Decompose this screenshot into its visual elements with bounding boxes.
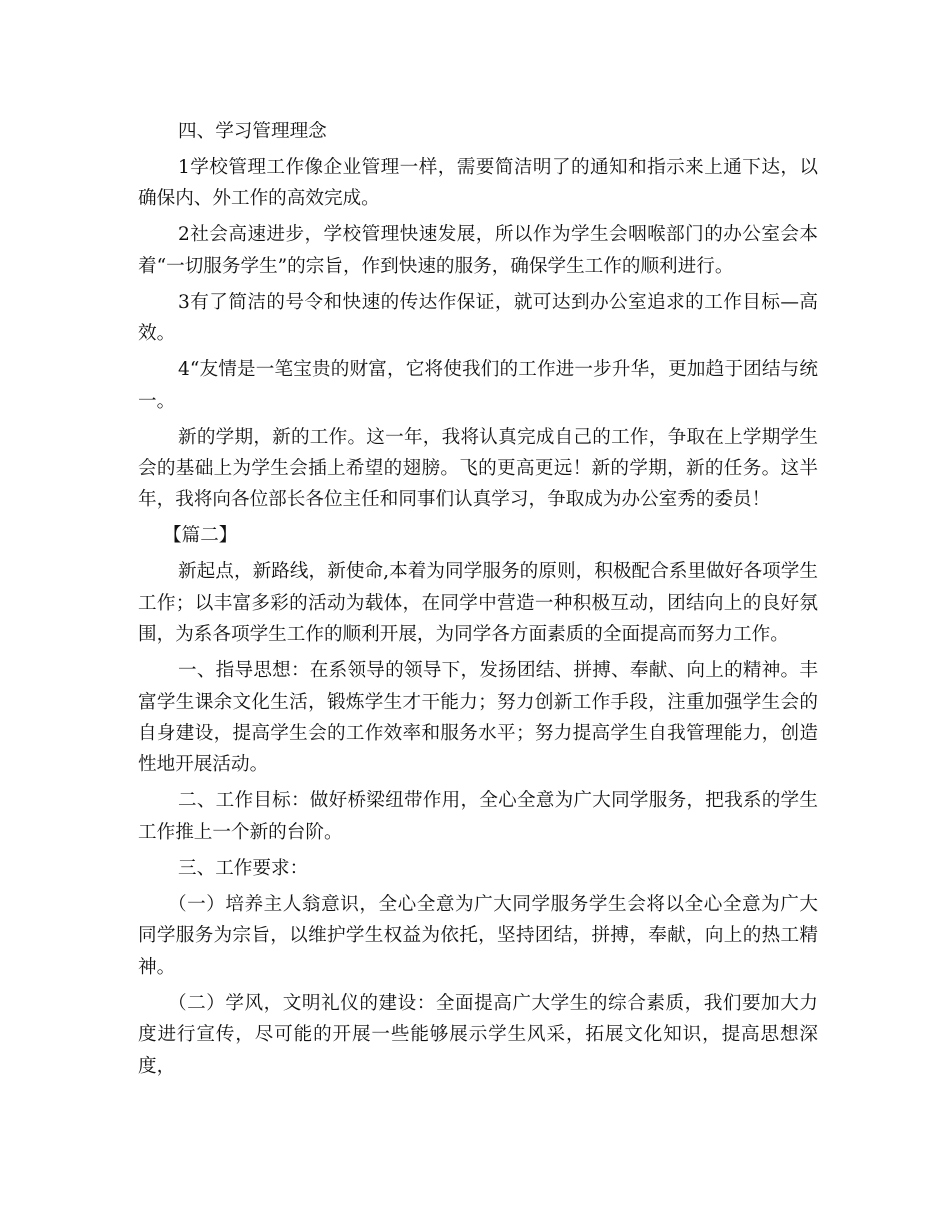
paragraph-new-semester: 新的学期，新的工作。这一年，我将认真完成自己的工作，争取在上学期学生会的基础上为学生会插上希望的翅膀。飞的更高更远！新的学期，新的任务。这半年，我将向各位部长各位主任和同事们认真学习，争取成为办公室秀的委员！ — [138, 426, 818, 511]
paragraph-work-goal: 二、工作目标：做好桥梁纽带作用，全心全意为广大同学服务，把我系的学生工作推上一个新的台阶。 — [138, 790, 818, 843]
paragraph-requirement-1: （一）培养主人翁意识，全心全意为广大同学服务学生会将以全心全意为广大同学服务为宗旨，以维护学生权益为依托，坚持团结，拼搏，奉献，向上的热工精神。 — [138, 893, 818, 978]
paragraph-requirement-2: （二）学风，文明礼仪的建设：全面提高广大学生的综合素质，我们要加大力度进行宣传，尽可能的开展一些能够展示学生风采，拓展文化知识，提高思想深度， — [138, 992, 818, 1077]
paragraph-item-1: 1学校管理工作像企业管理一样，需要简洁明了的通知和指示来上通下达，以确保内、外工作的高效完成。 — [138, 157, 818, 210]
paragraph-guiding-thought: 一、指导思想：在系领导的领导下，发扬团结、拼搏、奉献、向上的精神。丰富学生课余文化生活，锻炼学生才干能力；努力创新工作手段，注重加强学生会的自身建设，提高学生会的工作效率和服务水平；努力提高学生自我管理能力，创造性地开展活动。 — [138, 660, 818, 776]
document-body — [138, 116, 818, 1087]
paragraph-intro: 新起点，新路线，新使命,本着为同学服务的原则，积极配合系里做好各项学生工作；以丰富多彩的活动为载体，在同学中营造一种积极互动，团结向上的良好氛围，为系各项学生工作的顺利开展，为同学各方面素质的全面提高而努力工作。 — [138, 561, 818, 646]
section-title-part-two: 【篇二】 — [163, 525, 238, 547]
paragraph-item-3: 3有了简洁的号令和快速的传达作保证，就可达到办公室追求的工作目标—高效。 — [138, 291, 818, 345]
section-heading-4: 四、学习管理理念 — [178, 121, 327, 142]
paragraph-work-requirements: 三、工作要求： — [178, 857, 309, 879]
paragraph-item-4: 4“友情是一笔宝贵的财富，它将使我们的工作进一步升华，更加趋于团结与统一。 — [138, 359, 818, 412]
paragraph-item-2: 2社会高速进步，学校管理快速发展，所以作为学生会咽喉部门的办公室会本着“一切服务学生”的宗旨，作到快速的服务，确保学生工作的顺利进行。 — [138, 224, 818, 277]
